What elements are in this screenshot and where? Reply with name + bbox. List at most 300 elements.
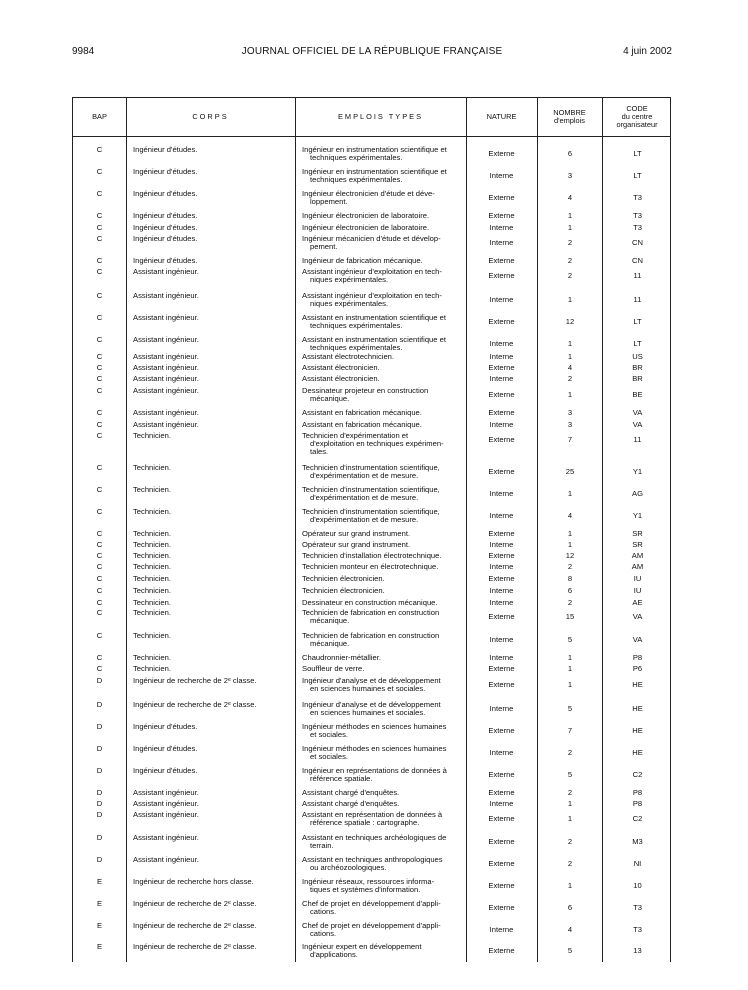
cell-nature: Externe xyxy=(488,256,515,265)
cell-bap: C xyxy=(96,167,103,176)
cell-corps: Technicien. xyxy=(133,431,171,440)
cell-emploi-type xyxy=(302,587,464,595)
cell-emploi-type xyxy=(302,552,464,560)
cell-corps: Ingénieur d'études. xyxy=(133,211,198,220)
cell-nombre: 12 xyxy=(565,317,575,326)
cell-code: HE xyxy=(632,748,643,757)
cell-code: SR xyxy=(632,540,643,549)
cell-code: Y1 xyxy=(632,511,643,520)
cell-nombre: 5 xyxy=(567,635,573,644)
cell-bap: C xyxy=(96,211,103,220)
cell-bap: C xyxy=(96,256,103,265)
cell-emploi-type xyxy=(302,922,464,938)
cell-nombre: 3 xyxy=(567,420,573,429)
cell-bap: C xyxy=(96,653,103,662)
cell-corps: Assistant ingénieur. xyxy=(133,855,199,864)
cell-nombre: 1 xyxy=(567,540,573,549)
emploi-line: mécanique. xyxy=(310,616,350,625)
cell-corps: Technicien. xyxy=(133,507,171,516)
cell-bap: C xyxy=(96,374,103,383)
cell-corps: Assistant ingénieur. xyxy=(133,408,199,417)
cell-corps: Technicien. xyxy=(133,540,171,549)
cell-bap: C xyxy=(96,431,103,440)
emploi-line: Ingénieur d'analyse et de développement xyxy=(302,700,441,709)
cell-nature: Externe xyxy=(488,612,515,621)
cell-bap: D xyxy=(96,810,103,819)
cell-emploi-type xyxy=(302,575,464,583)
cell-nature: Externe xyxy=(488,574,515,583)
cell-code: AE xyxy=(632,598,643,607)
cell-nature: Interne xyxy=(489,653,514,662)
cell-code: NI xyxy=(633,859,642,868)
cell-nature: Externe xyxy=(488,363,515,372)
cell-code: US xyxy=(632,352,643,361)
cell-nature: Interne xyxy=(489,238,514,247)
cell-nombre: 1 xyxy=(567,211,573,220)
cell-code: CN xyxy=(632,256,643,265)
cell-emploi-type xyxy=(302,767,464,783)
cell-nombre: 1 xyxy=(567,390,573,399)
emploi-line: cations. xyxy=(310,907,337,916)
emploi-line: niques expérimentales. xyxy=(310,299,389,308)
cell-corps: Technicien. xyxy=(133,562,171,571)
emploi-line: Opérateur sur grand instrument. xyxy=(302,529,411,538)
cell-corps: Assistant ingénieur. xyxy=(133,313,199,322)
emploi-line: d'expérimentation et de mesure. xyxy=(310,493,419,502)
cell-bap: D xyxy=(96,744,103,753)
cell-nature: Interne xyxy=(489,799,514,808)
cell-emploi-type xyxy=(302,530,464,538)
emploi-line: techniques expérimentales. xyxy=(310,175,403,184)
cell-emploi-type xyxy=(302,375,464,383)
cell-corps: Assistant ingénieur. xyxy=(133,833,199,842)
cell-corps: Assistant ingénieur. xyxy=(133,291,199,300)
cell-corps: Technicien. xyxy=(133,653,171,662)
emploi-line: Ingénieur méthodes en sciences humaines xyxy=(302,722,447,731)
cell-bap: C xyxy=(96,234,103,243)
cell-nombre: 4 xyxy=(567,925,573,934)
cell-bap: C xyxy=(96,408,103,417)
emploi-line: Chef de projet en développement d'appli- xyxy=(302,921,441,930)
cell-emploi-type xyxy=(302,665,464,673)
header-bap: BAP xyxy=(92,112,107,121)
cell-nombre: 1 xyxy=(567,223,573,232)
cell-emploi-type xyxy=(302,789,464,797)
cell-emploi-type xyxy=(302,387,464,403)
cell-nature: Interne xyxy=(489,420,514,429)
cell-nombre: 1 xyxy=(567,814,573,823)
cell-code: LT xyxy=(633,317,642,326)
cell-nombre: 4 xyxy=(567,363,573,372)
emploi-line: niques expérimentales. xyxy=(310,275,389,284)
cell-nature: Externe xyxy=(488,551,515,560)
cell-bap: C xyxy=(96,291,103,300)
cell-bap: C xyxy=(96,551,103,560)
cell-bap: C xyxy=(96,463,103,472)
cell-nature: Externe xyxy=(488,903,515,912)
cell-bap: D xyxy=(96,676,103,685)
cell-bap: D xyxy=(96,799,103,808)
cell-emploi-type xyxy=(302,268,464,284)
emploi-line: Assistant en instrumentation scientifique et xyxy=(302,313,446,322)
header-emplois-types: EMPLOIS TYPES xyxy=(337,112,423,121)
emploi-line: terrain. xyxy=(310,841,334,850)
cell-nature: Externe xyxy=(488,664,515,673)
cell-nature: Interne xyxy=(489,352,514,361)
cell-corps: Technicien. xyxy=(133,598,171,607)
cell-emploi-type xyxy=(302,701,464,717)
cell-corps: Ingénieur de recherche de 2ᵉ classe. xyxy=(133,942,257,951)
emploi-line: d'expérimentation et de mesure. xyxy=(310,471,419,480)
cell-emploi-type xyxy=(302,609,464,625)
cell-code: 13 xyxy=(633,946,642,955)
cell-code: T3 xyxy=(633,925,642,934)
cell-nombre: 7 xyxy=(567,726,573,735)
cell-bap: C xyxy=(96,386,103,395)
emploi-line: mécanique. xyxy=(310,394,350,403)
emploi-line: référence spatiale : cartographe. xyxy=(310,818,420,827)
table-header xyxy=(73,98,670,137)
emploi-line: Ingénieur en représentations de données à xyxy=(302,766,447,775)
cell-emploi-type xyxy=(302,677,464,693)
cell-nombre: 2 xyxy=(567,271,573,280)
cell-code: T3 xyxy=(633,223,642,232)
emploi-line: Chef de projet en développement d'appli- xyxy=(302,899,441,908)
cell-code: VA xyxy=(632,635,643,644)
emploi-line: Assistant en fabrication mécanique. xyxy=(302,408,422,417)
emploi-line: Ingénieur méthodes en sciences humaines xyxy=(302,744,447,753)
cell-corps: Ingénieur d'études. xyxy=(133,234,198,243)
header-nombre xyxy=(537,98,602,136)
emploi-line: et sociales. xyxy=(310,752,348,761)
emploi-line: Assistant électrotechnicien. xyxy=(302,352,395,361)
cell-bap: C xyxy=(96,562,103,571)
emploi-line: Technicien d'instrumentation scientifique, xyxy=(302,485,440,494)
cell-code: T3 xyxy=(633,211,642,220)
emploi-line: Opérateur sur grand instrument. xyxy=(302,540,411,549)
cell-nombre: 2 xyxy=(567,238,573,247)
emploi-line: Assistant chargé d'enquêtes. xyxy=(302,799,400,808)
cell-nature: Interne xyxy=(489,489,514,498)
emploi-line: cations. xyxy=(310,929,337,938)
cell-nombre: 1 xyxy=(567,352,573,361)
cell-code: M3 xyxy=(632,837,643,846)
emploi-line: Ingénieur en instrumentation scientifique et xyxy=(302,145,447,154)
cell-emploi-type xyxy=(302,811,464,827)
cell-bap: C xyxy=(96,586,103,595)
emploi-line: Assistant en fabrication mécanique. xyxy=(302,420,422,429)
cell-nature: Externe xyxy=(488,467,515,476)
header-code-line2: du centre xyxy=(621,112,653,121)
cell-code: SR xyxy=(632,529,643,538)
cell-nombre: 25 xyxy=(565,467,575,476)
emploi-line: Technicien électronicien. xyxy=(302,586,385,595)
cell-corps: Ingénieur d'études. xyxy=(133,189,198,198)
cell-emploi-type xyxy=(302,541,464,549)
cell-emploi-type xyxy=(302,563,464,571)
cell-nature: Interne xyxy=(489,223,514,232)
cell-nombre: 15 xyxy=(565,612,575,621)
cell-nature: Interne xyxy=(489,748,514,757)
cell-nombre: 7 xyxy=(567,435,573,444)
emploi-line: Assistant électronicien. xyxy=(302,363,380,372)
cell-bap: C xyxy=(96,631,103,640)
cell-corps: Ingénieur de recherche de 2ᵉ classe. xyxy=(133,700,257,709)
emploi-line: Assistant en instrumentation scientifique et xyxy=(302,335,446,344)
cell-bap: E xyxy=(96,899,103,908)
emploi-line: Ingénieur électronicien de laboratoire. xyxy=(302,211,430,220)
emploi-line: Ingénieur d'analyse et de développement xyxy=(302,676,441,685)
cell-corps: Technicien. xyxy=(133,608,171,617)
cell-bap: C xyxy=(96,598,103,607)
cell-corps: Ingénieur de recherche de 2ᵉ classe. xyxy=(133,921,257,930)
cell-corps: Assistant ingénieur. xyxy=(133,267,199,276)
cell-emploi-type xyxy=(302,257,464,265)
cell-nature: Externe xyxy=(488,814,515,823)
cell-emploi-type xyxy=(302,212,464,220)
cell-emploi-type xyxy=(302,856,464,872)
cell-emploi-type xyxy=(302,745,464,761)
page-header xyxy=(72,46,672,60)
emploi-line: Assistant ingénieur d'exploitation en tech- xyxy=(302,291,442,300)
cell-nombre: 1 xyxy=(567,799,573,808)
cell-emploi-type xyxy=(302,508,464,524)
cell-bap: E xyxy=(96,942,103,951)
cell-emploi-type xyxy=(302,168,464,184)
cell-code: AM xyxy=(631,551,644,560)
cell-bap: C xyxy=(96,664,103,673)
emploi-line: et sociales. xyxy=(310,730,348,739)
cell-corps: Ingénieur d'études. xyxy=(133,167,198,176)
cell-emploi-type xyxy=(302,654,464,662)
emploi-line: Dessinateur en construction mécanique. xyxy=(302,598,438,607)
emploi-line: Ingénieur réseaux, ressources informa- xyxy=(302,877,435,886)
emploi-line: techniques expérimentales. xyxy=(310,153,403,162)
cell-bap: E xyxy=(96,877,103,886)
emploi-line: Technicien d'expérimentation et xyxy=(302,431,409,440)
header-code xyxy=(602,98,672,136)
emploi-line: Technicien d'instrumentation scientifique, xyxy=(302,463,440,472)
cell-code: 11 xyxy=(633,295,642,304)
cell-corps: Technicien. xyxy=(133,463,171,472)
cell-nombre: 2 xyxy=(567,562,573,571)
cell-nature: Interne xyxy=(489,635,514,644)
cell-emploi-type xyxy=(302,632,464,648)
cell-nature: Externe xyxy=(488,881,515,890)
cell-bap: C xyxy=(96,189,103,198)
emploi-line: Ingénieur électronicien d'étude et déve- xyxy=(302,189,435,198)
cell-nature: Interne xyxy=(489,540,514,549)
cell-bap: C xyxy=(96,608,103,617)
cell-emploi-type xyxy=(302,432,464,456)
cell-corps: Ingénieur d'études. xyxy=(133,722,198,731)
recruitment-table xyxy=(72,97,671,962)
cell-nombre: 2 xyxy=(567,837,573,846)
cell-corps: Ingénieur de recherche de 2ᵉ classe. xyxy=(133,899,257,908)
emploi-line: d'applications. xyxy=(310,950,358,959)
emploi-line: pement. xyxy=(310,242,338,251)
cell-code: CN xyxy=(632,238,643,247)
cell-nombre: 1 xyxy=(567,489,573,498)
cell-bap: D xyxy=(96,722,103,731)
cell-code: P8 xyxy=(632,653,643,662)
cell-code: BR xyxy=(632,363,643,372)
cell-bap: D xyxy=(96,700,103,709)
cell-bap: C xyxy=(96,420,103,429)
emploi-line: Dessinateur projeteur en construction xyxy=(302,386,429,395)
cell-nature: Externe xyxy=(488,271,515,280)
cell-code: BR xyxy=(632,374,643,383)
cell-corps: Ingénieur de recherche de 2ᵉ classe. xyxy=(133,676,257,685)
cell-nombre: 5 xyxy=(567,704,573,713)
page-number: 9984 xyxy=(72,46,95,57)
emploi-line: techniques expérimentales. xyxy=(310,321,403,330)
emploi-line: Chaudronnier-métallier. xyxy=(302,653,381,662)
cell-emploi-type xyxy=(302,336,464,352)
cell-nombre: 2 xyxy=(567,374,573,383)
cell-nombre: 1 xyxy=(567,664,573,673)
header-nature: NATURE xyxy=(486,112,517,121)
cell-emploi-type xyxy=(302,224,464,232)
emploi-line: Technicien électronicien. xyxy=(302,574,385,583)
emploi-line: d'exploitation en techniques expérimen- xyxy=(310,439,444,448)
cell-code: T3 xyxy=(633,193,642,202)
emploi-line: tiques et systèmes d'information. xyxy=(310,885,421,894)
cell-nombre: 3 xyxy=(567,408,573,417)
emploi-line: Ingénieur en instrumentation scientifique et xyxy=(302,167,447,176)
column-divider xyxy=(126,98,127,962)
cell-nature: Interne xyxy=(489,171,514,180)
header-code-line3: organisateur xyxy=(616,120,658,129)
header-nombre-line2: d'emplois xyxy=(554,116,585,125)
emploi-line: en sciences humaines et sociales. xyxy=(310,708,426,717)
cell-code: C2 xyxy=(632,770,643,779)
cell-nombre: 2 xyxy=(567,748,573,757)
cell-corps: Technicien. xyxy=(133,529,171,538)
emploi-line: Souffleur de verre. xyxy=(302,664,365,673)
cell-corps: Ingénieur d'études. xyxy=(133,256,198,265)
cell-nature: Interne xyxy=(489,339,514,348)
cell-code: IU xyxy=(633,586,642,595)
cell-nombre: 2 xyxy=(567,859,573,868)
cell-code: LT xyxy=(633,149,642,158)
emploi-line: tales. xyxy=(310,447,329,456)
cell-corps: Assistant ingénieur. xyxy=(133,799,199,808)
cell-nature: Interne xyxy=(489,374,514,383)
cell-nombre: 1 xyxy=(567,529,573,538)
cell-nombre: 5 xyxy=(567,946,573,955)
emploi-line: Technicien de fabrication en construction xyxy=(302,631,440,640)
cell-nombre: 1 xyxy=(567,653,573,662)
emploi-line: Assistant en techniques anthropologiques xyxy=(302,855,443,864)
cell-corps: Technicien. xyxy=(133,664,171,673)
cell-code: P8 xyxy=(632,799,643,808)
cell-nature: Interne xyxy=(489,295,514,304)
cell-bap: C xyxy=(96,267,103,276)
emploi-line: Ingénieur expert en développement xyxy=(302,942,422,951)
cell-corps: Technicien. xyxy=(133,586,171,595)
emploi-line: Technicien d'instrumentation scientifique, xyxy=(302,507,440,516)
cell-nombre: 6 xyxy=(567,903,573,912)
cell-nombre: 4 xyxy=(567,511,573,520)
cell-emploi-type xyxy=(302,146,464,162)
cell-nature: Externe xyxy=(488,211,515,220)
cell-nature: Interne xyxy=(489,586,514,595)
cell-nature: Externe xyxy=(488,529,515,538)
cell-code: HE xyxy=(632,726,643,735)
cell-nature: Interne xyxy=(489,511,514,520)
cell-nature: Externe xyxy=(488,726,515,735)
cell-emploi-type xyxy=(302,421,464,429)
cell-bap: C xyxy=(96,145,103,154)
cell-bap: C xyxy=(96,574,103,583)
cell-emploi-type xyxy=(302,878,464,894)
emploi-line: Ingénieur de fabrication mécanique. xyxy=(302,256,423,265)
cell-emploi-type xyxy=(302,800,464,808)
cell-nombre: 8 xyxy=(567,574,573,583)
cell-code: VA xyxy=(632,408,643,417)
cell-bap: C xyxy=(96,363,103,372)
cell-corps: Technicien. xyxy=(133,574,171,583)
emploi-line: Ingénieur mécanicien d'étude et dévelop- xyxy=(302,234,441,243)
cell-emploi-type xyxy=(302,314,464,330)
cell-nombre: 2 xyxy=(567,598,573,607)
cell-emploi-type xyxy=(302,364,464,372)
cell-emploi-type xyxy=(302,723,464,739)
cell-nombre: 1 xyxy=(567,680,573,689)
cell-nature: Interne xyxy=(489,925,514,934)
emploi-line: référence spatiale. xyxy=(310,774,373,783)
cell-code: AG xyxy=(632,489,643,498)
cell-nature: Externe xyxy=(488,408,515,417)
cell-nombre: 4 xyxy=(567,193,573,202)
cell-bap: D xyxy=(96,766,103,775)
cell-bap: C xyxy=(96,352,103,361)
cell-emploi-type xyxy=(302,599,464,607)
cell-nature: Externe xyxy=(488,390,515,399)
header-code-line1: CODE xyxy=(626,104,648,113)
cell-code: BE xyxy=(632,390,643,399)
cell-nature: Externe xyxy=(488,859,515,868)
cell-code: HE xyxy=(632,704,643,713)
cell-nombre: 5 xyxy=(567,770,573,779)
cell-corps: Assistant ingénieur. xyxy=(133,386,199,395)
cell-bap: C xyxy=(96,529,103,538)
cell-code: 11 xyxy=(633,271,642,280)
cell-code: C2 xyxy=(632,814,643,823)
cell-nature: Externe xyxy=(488,680,515,689)
cell-emploi-type xyxy=(302,353,464,361)
cell-nombre: 12 xyxy=(565,551,575,560)
cell-corps: Assistant ingénieur. xyxy=(133,374,199,383)
cell-corps: Ingénieur d'études. xyxy=(133,145,198,154)
cell-bap: D xyxy=(96,788,103,797)
emploi-line: en sciences humaines et sociales. xyxy=(310,684,426,693)
emploi-line: Assistant en représentation de données à xyxy=(302,810,443,819)
cell-emploi-type xyxy=(302,292,464,308)
cell-bap: D xyxy=(96,833,103,842)
column-divider xyxy=(295,98,296,962)
journal-title: JOURNAL OFFICIEL DE LA RÉPUBLIQUE FRANÇAISE xyxy=(241,46,503,57)
emploi-line: Assistant chargé d'enquêtes. xyxy=(302,788,400,797)
cell-code: Y1 xyxy=(632,467,643,476)
cell-emploi-type xyxy=(302,834,464,850)
cell-emploi-type xyxy=(302,409,464,417)
cell-emploi-type xyxy=(302,190,464,206)
cell-nombre: 3 xyxy=(567,171,573,180)
cell-nature: Externe xyxy=(488,788,515,797)
cell-emploi-type xyxy=(302,486,464,502)
